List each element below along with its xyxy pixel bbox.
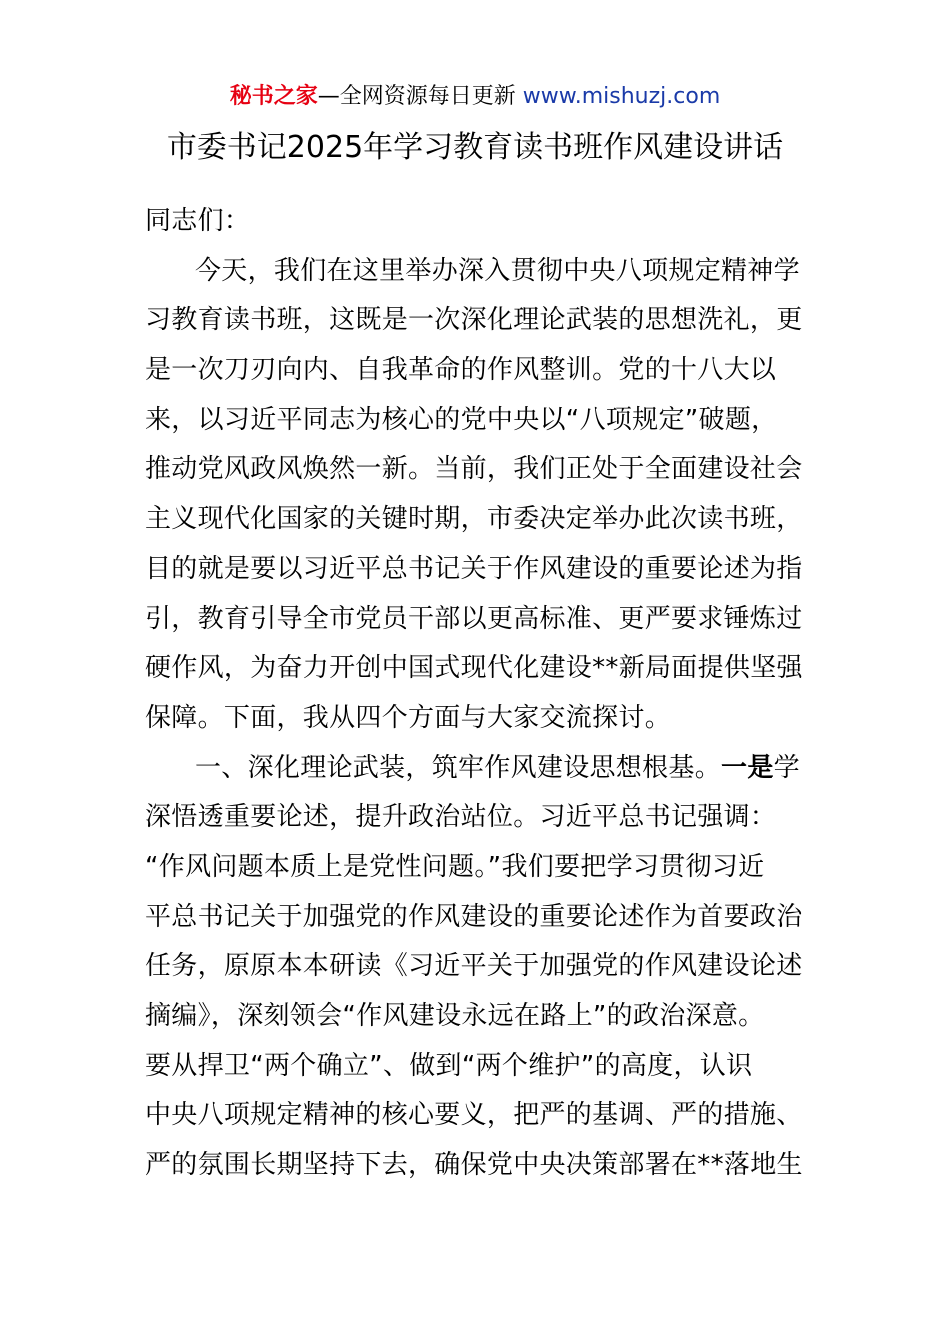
paragraph-line: 深悟透重要论述，提升政治站位。习近平总书记强调： [145, 802, 777, 833]
paragraph-line: 任务，原原本本研读《习近平关于加强党的作风建设论述 [145, 951, 803, 982]
salutation: 同志们： [145, 206, 251, 236]
paragraph-line: 来，以习近平同志为核心的党中央以“八项规定”破题， [145, 404, 778, 435]
paragraph-line: 平总书记关于加强党的作风建设的重要论述作为首要政治 [145, 901, 803, 932]
paragraph-line: “作风问题本质上是党性问题。”我们要把学习贯彻习近 [145, 851, 765, 882]
paragraph-line: 中央八项规定精神的核心要义，把严的基调、严的措施、 [145, 1100, 803, 1131]
paragraph-line: 严的氛围长期坚持下去，确保党中央决策部署在**落地生 [145, 1150, 803, 1181]
paragraph-line: 要从捍卫“两个确立”、做到“两个维护”的高度，认识 [145, 1050, 753, 1081]
paragraph-line: 硬作风，为奋力开创中国式现代化建设**新局面提供坚强 [145, 653, 803, 684]
paragraph-line: 主义现代化国家的关键时期，市委决定举办此次读书班， [145, 504, 803, 535]
site-brand: 秘书之家 [229, 84, 318, 109]
section-heading: 一、深化理论武装，筑牢作风建设思想根基。 [195, 752, 722, 783]
document-title: 市委书记2025年学习教育读书班作风建设讲话 [166, 130, 784, 165]
site-banner [0, 80, 950, 114]
paragraph-line: 习教育读书班，这既是一次深化理论武装的思想洗礼，更 [145, 305, 803, 336]
site-url-link[interactable]: www.mishuzj.com [522, 84, 721, 109]
site-tagline: —全网资源每日更新 [317, 84, 523, 109]
paragraph-line: 目的就是要以习近平总书记关于作风建设的重要论述为指 [145, 553, 803, 584]
paragraph-line: 摘编》，深刻领会“作风建设永远在路上”的政治深意。 [145, 1001, 765, 1031]
section-heading-line [145, 744, 815, 794]
document-body [145, 197, 815, 1191]
paragraph-line: 保障。下面，我从四个方面与大家交流探讨。 [145, 702, 672, 733]
paragraph-line: 今天，我们在这里举办深入贯彻中央八项规定精神学 [195, 255, 800, 286]
paragraph-line: 引，教育引导全市党员干部以更高标准、更严要求锤炼过 [145, 603, 803, 634]
point-marker: 一是 [721, 752, 774, 783]
paragraph-line: 是一次刀刃向内、自我革命的作风整训。党的十八大以 [145, 355, 777, 386]
section-text: 学 [773, 752, 800, 783]
paragraph-line: 推动党风政风焕然一新。当前，我们正处于全面建设社会 [145, 454, 803, 485]
